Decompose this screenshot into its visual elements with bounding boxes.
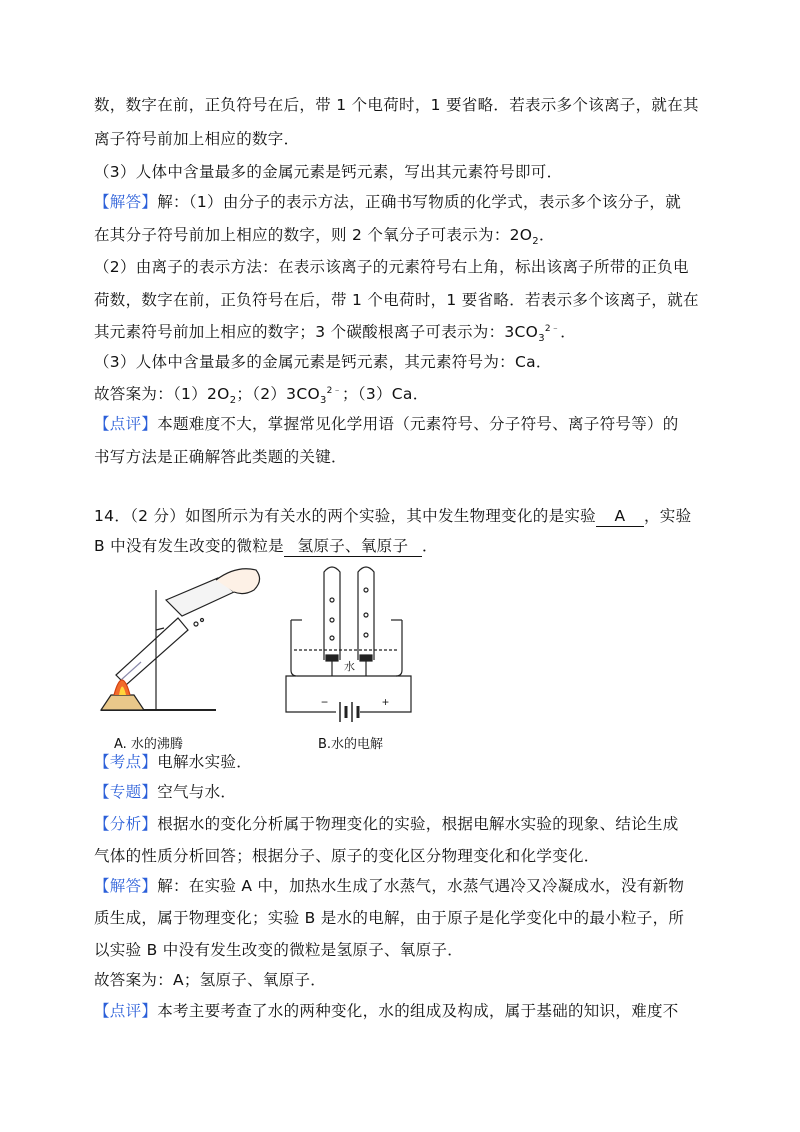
text-line [94, 414, 714, 434]
text-span: 故答案为：（1）2O [94, 385, 230, 403]
minus-sign: − [321, 695, 329, 709]
subscript: 2 [532, 236, 539, 248]
text-span: ；（2）3CO [236, 385, 320, 403]
text-span: 本考主要考查了水的两种变化，水的组成及构成，属于基础的知识，难度不 [157, 1002, 679, 1020]
question-text: 14．（2 分）如图所示为有关水的两个实验，其中发生物理变化的是实验 [94, 507, 596, 525]
text-line [94, 192, 714, 212]
text-line: 书写方法是正确解答此类题的关键． [94, 448, 347, 466]
text-span: ；（3）Ca． [341, 385, 429, 403]
text-line [94, 752, 714, 772]
text-line [94, 782, 714, 802]
text-span: 其元素符号前加上相应的数字；3 个碳酸根离子可表示为：3CO [94, 323, 539, 341]
superscript: 2﹣ [326, 385, 342, 396]
question-text: ． [421, 537, 438, 555]
text-line: 质生成，属于物理变化；实验 B 是水的电解，由于原子是化学变化中的最小粒子，所 [94, 909, 685, 927]
experiment-figure [96, 560, 426, 760]
answer-blank-2: 氢原子、氧原子 [284, 536, 422, 557]
answer-tag: 【解答】 [94, 877, 158, 895]
question-14-line [94, 536, 714, 557]
comment-tag: 【点评】 [94, 415, 158, 433]
text-line: 故答案为：A；氢原子、氧原子． [94, 971, 327, 989]
text-line: 以实验 B 中没有发生改变的微粒是氢原子、氧原子． [94, 941, 463, 959]
text-span: 空气与水． [157, 783, 237, 801]
figure-caption-b: B.水的电解 [318, 737, 384, 752]
text-span: 解：（1）由分子的表示方法，正确书写物质的化学式，表示多个该分子，就 [157, 193, 682, 211]
text-line: （2）由离子的表示方法：在表示该离子的元素符号右上角，标出该离子所带的正负电 [94, 258, 689, 276]
text-span: ． [560, 323, 576, 341]
text-line: （3）人体中含量最多的金属元素是钙元素，写出其元素符号即可． [94, 163, 563, 181]
text-line [94, 814, 714, 834]
plus-sign: + [382, 695, 390, 709]
analysis-tag: 【分析】 [94, 815, 158, 833]
superscript: 2﹣ [544, 323, 561, 334]
text-line [94, 384, 714, 407]
subscript: 2 [229, 395, 237, 407]
text-line [94, 322, 714, 345]
subscript: 3 [319, 395, 327, 407]
text-span: 解：在实验 A 中，加热水生成了水蒸气，水蒸气遇冷又冷凝成水，没有新物 [157, 877, 685, 895]
figure-caption-a: A. 水的沸腾 [114, 737, 183, 752]
answer-tag: 【解答】 [94, 193, 158, 211]
text-span: ． [538, 226, 555, 244]
text-line: 荷数，数字在前，正负符号在后，带 1 个电荷时，1 要省略．若表示多个该离子，就在 [94, 291, 699, 309]
text-span: 电解水实验． [157, 753, 253, 771]
comment-tag: 【点评】 [94, 1002, 158, 1020]
electrolysis-apparatus [286, 567, 411, 722]
question-text: B 中没有发生改变的微粒是 [94, 537, 284, 555]
text-line: 数，数字在前，正负符号在后，带 1 个电荷时，1 要省略．若表示多个该离子，就在其 [94, 96, 699, 114]
text-line [94, 225, 714, 248]
knowledge-tag: 【考点】 [94, 753, 158, 771]
text-line: （3）人体中含量最多的金属元素是钙元素，其元素符号为：Ca． [94, 353, 552, 371]
text-span: 在其分子符号前加上相应的数字，则 2 个氧分子可表示为：2O [94, 226, 533, 244]
water-label: 水 [344, 661, 355, 673]
topic-tag: 【专题】 [94, 783, 158, 801]
text-line: 气体的性质分析回答；根据分子、原子的变化区分物理变化和化学变化． [94, 847, 600, 865]
text-line [94, 876, 714, 896]
answer-blank-1: A [596, 506, 644, 527]
boiling-apparatus [101, 569, 260, 710]
subscript: 3 [538, 333, 545, 345]
text-line [94, 1001, 714, 1021]
text-span: 根据水的变化分析属于物理变化的实验，根据电解水实验的现象、结论生成 [157, 815, 679, 833]
text-span: 本题难度不大，掌握常见化学用语（元素符号、分子符号、离子符号等）的 [157, 415, 679, 433]
text-line: 离子符号前加上相应的数字． [94, 130, 300, 148]
question-14-line [94, 506, 714, 527]
question-text: ，实验 [643, 507, 692, 525]
